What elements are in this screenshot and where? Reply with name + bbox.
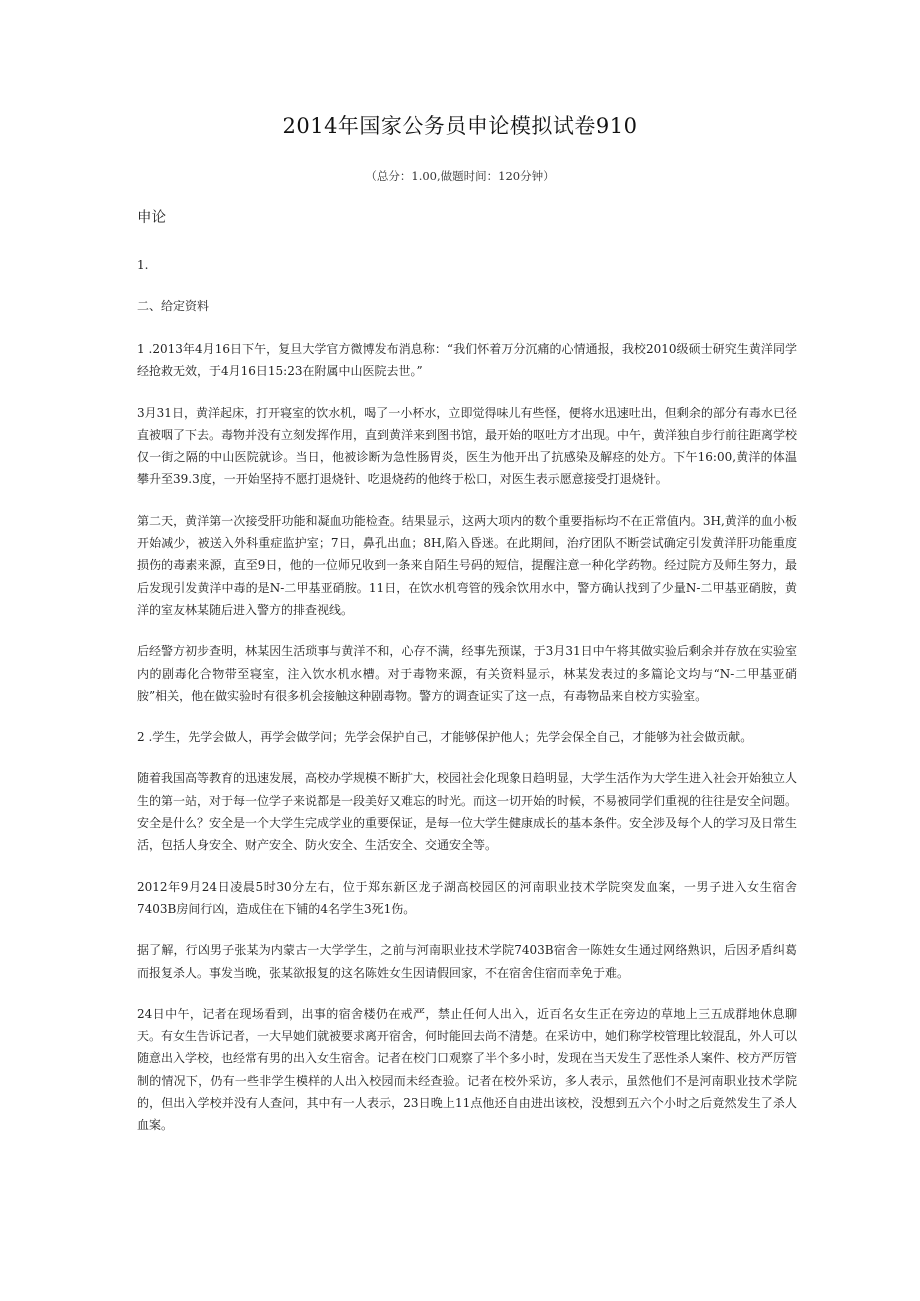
material-body bbox=[137, 338, 797, 1156]
paragraph: 2 .学生，先学会做人，再学会做学问；先学会保护自己，才能够保护他人；先学会保全自己，才能够为社会做贡献。 bbox=[137, 730, 753, 745]
paragraph: 1 .2013年4月16日下午，复旦大学官方微博发布消息称：“我们怀着万分沉痛的心情通报，我校2010级硕士研究生黄洋同学经抢救无效，于4月16日15:23在附属中山医院去世。” bbox=[137, 342, 797, 379]
material-heading: 二、给定资料 bbox=[137, 299, 210, 313]
paragraph: 3月31日，黄洋起床，打开寝室的饮水机，喝了一小杯水，立即觉得味儿有些怪，便将水迅速吐出，但剩余的部分有毒水已径直被咽了下去。毒物并没有立刻发挥作用，直到黄洋来到图书馆，最开始的呕吐方才出现。中午，黄洋独自步行前往距离学校仅一街之隔的中山医院就诊。当日，他被诊断为急性肠胃炎，医生为他开出了抗感染及解痉的处方。下午16:00,黄洋的体温攀升至39.3度，一开始坚持不愿打退烧针、吃退烧药的他终于松口，对医生表示愿意接受打退烧针。 bbox=[137, 405, 798, 487]
paragraph: 第二天，黄洋第一次接受肝功能和凝血功能检查。结果显示，这两大项内的数个重要指标均不在正常值内。3H,黄洋的血小板开始减少，被送入外科重症监护室；7日，鼻孔出血；8H,陷入昏迷。在此期间，治疗团队不断尝试确定引发黄洋肝功能重度损伤的毒素来源，直至9日，他的一位师兄收到一条来自陌生号码的短信，提醒注意一种化学药物。经过院方及师生努力，最后发现引发黄洋中毒的是N-二甲基亚硝胺。11日，在饮水机弯管的残余饮用水中，警方确认找到了少量N-二甲基亚硝胺，黄洋的室友林某随后进入警方的排查视线。 bbox=[137, 513, 797, 617]
document-title: 2014年国家公务员申论模拟试卷910 bbox=[282, 114, 638, 138]
paragraph: 据了解，行凶男子张某为内蒙古一大学学生，之前与河南职业技术学院7403B宿舍一陈姓女生通过网络熟识，后因矛盾纠葛而报复杀人。事发当晚，张某欲报复的这名陈姓女生因请假回家，不在宿舍住宿而幸免于难。 bbox=[137, 943, 797, 980]
section-heading: 申论 bbox=[137, 210, 166, 226]
paragraph: 随着我国高等教育的迅速发展，高校办学规模不断扩大，校园社会化现象日趋明显，大学生活作为大学生进入社会开始独立人生的第一站，对于每一位学子来说都是一段美好又难忘的时光。而这一切开始的时候，不易被同学们重视的往往是安全问题。安全是什么？安全是一个大学生完成学业的重要保证，是每一位大学生健康成长的基本条件。安全涉及每个人的学习及日常生活，包括人身安全、财产安全、防火安全、生活安全、交通安全等。 bbox=[137, 771, 798, 853]
paragraph: 2012年9月24日凌晨5时30分左右，位于郑东新区龙子湖高校园区的河南职业技术学院突发血案，一男子进入女生宿舍7403B房间行凶，造成住在下铺的4名学生3死1伤。 bbox=[137, 879, 797, 916]
exam-info: （总分：1.00,做题时间：120分钟） bbox=[365, 169, 555, 183]
paragraph: 后经警方初步查明，林某因生活琐事与黄洋不和，心存不满，经事先预谋，于3月31日中午将其做实验后剩余并存放在实验室内的剧毒化合物带至寝室，注入饮水机水槽。对于毒物来源，有关资料显示，林某发表过的多篇论文均与“N-二甲基亚硝胺”相关，他在做实验时有很多机会接触这种剧毒物。警方的调查证实了这一点，有毒物品来自校方实验室。 bbox=[137, 644, 797, 703]
question-number: 1. bbox=[137, 258, 149, 272]
paragraph: 24日中午，记者在现场看到，出事的宿舍楼仍在戒严，禁止任何人出入，近百名女生正在旁边的草地上三五成群地休息聊天。有女生告诉记者，一大早她们就被要求离开宿舍，何时能回去尚不清楚。在采访中，她们称学校管理比较混乱，外人可以随意出入学校，也经常有男的出入女生宿舍。记者在校门口观察了半个多小时，发现在当天发生了恶性杀人案件、校方严厉管制的情况下，仍有一些非学生模样的人出入校园而未经查验。记者在校外采访，多人表示，虽然他们不是河南职业技术学院的，但出入学校并没有人查问，其中有一人表示，23日晚上11点他还自由进出该校，没想到五六个小时之后竟然发生了杀人血案。 bbox=[137, 1006, 798, 1133]
